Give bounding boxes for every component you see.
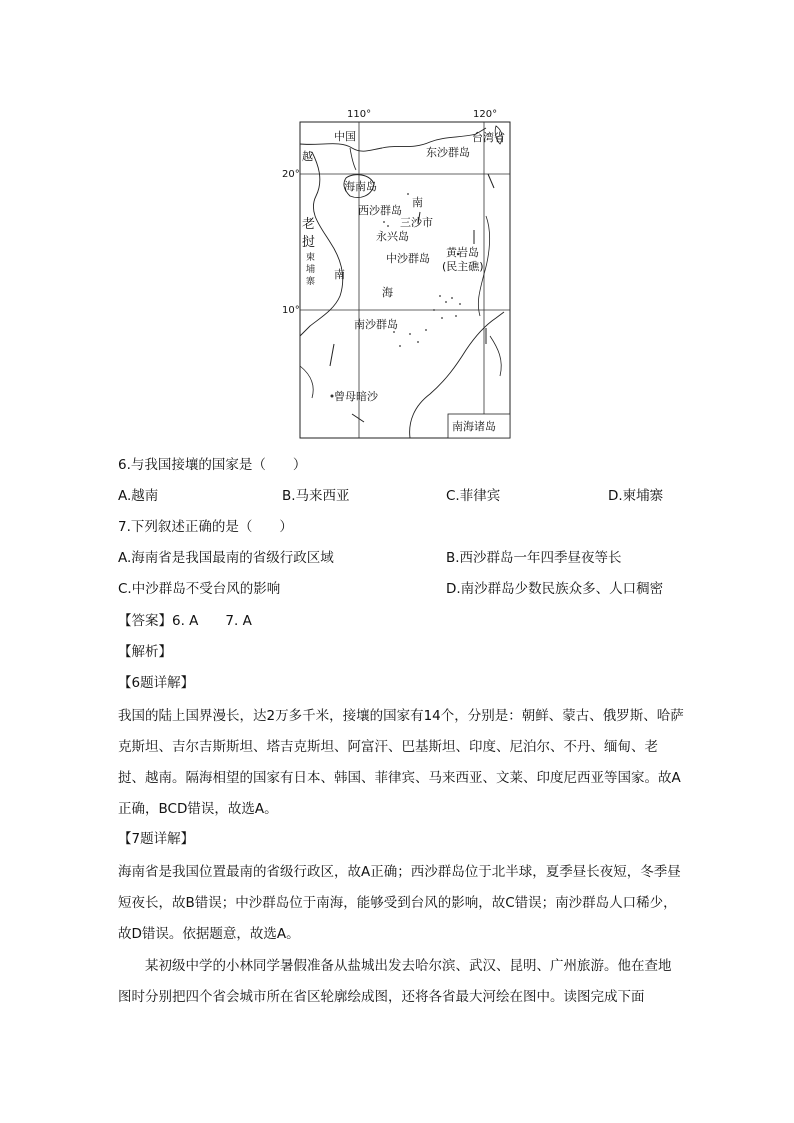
q6-option-d: D.柬埔寨 <box>608 488 664 504</box>
label-laos-2: 挝 <box>302 235 316 250</box>
label-cambodia-1: 柬 <box>306 253 316 263</box>
q7-option-a: A.海南省是我国最南的省级行政区域 <box>118 550 334 566</box>
label-nan: 南 <box>412 196 423 209</box>
map-svg <box>282 104 520 442</box>
detail6-text: 我国的陆上国界漫长，达2万多千米，接壤的国家有14个，分别是：朝鲜、蒙古、俄罗斯、哈萨克斯坦、吉尔吉斯斯坦、塔吉克斯坦、阿富汗、巴基斯坦、印度、尼泊尔、不丹、缅甸、老挝、越南。隔海相望的国家有日本、韩国、菲律宾、马来西亚、文莱、印度尼西亚等国家。故A正确，BCD错误，故选A。 <box>118 708 684 817</box>
label-cambodia-3: 寨 <box>306 277 316 287</box>
q6-option-b: B.马来西亚 <box>282 488 350 504</box>
lat-10-label: 10° <box>282 305 300 316</box>
label-nan2: 南 <box>334 268 345 281</box>
label-hainan: 海南岛 <box>344 180 377 193</box>
intro-text: 某初级中学的小林同学暑假准备从盐城出发去哈尔滨、武汉、昆明、广州旅游。他在查地图时分别把四个省会城市所在省区轮廓绘成图，还将各省最大河绘在图中。读图完成下面 <box>118 958 672 1005</box>
map-frame <box>300 122 510 438</box>
label-minzhu: (民主礁) <box>442 260 484 273</box>
answer-line: 【答案】6. A 7. A <box>118 613 252 629</box>
label-hai: 海 <box>382 286 393 299</box>
q7-stem: 7.下列叙述正确的是（ ） <box>118 519 293 535</box>
south-china-sea-map <box>282 104 520 442</box>
detail7-text: 海南省是我国位置最南的省级行政区，故A正确；西沙群岛位于北半球，夏季昼长夜短，冬季昼短夜长，故B错误；中沙群岛位于南海，能够受到台风的影响，故C错误；南沙群岛人口稀少，故D错误。依据题意，故选A。 <box>118 864 681 942</box>
label-vietnam: 越 <box>302 150 313 163</box>
lon-110-label: 110° <box>347 109 372 120</box>
label-cambodia-2: 埔 <box>306 265 316 275</box>
label-nansha: 南沙群岛 <box>354 318 398 331</box>
label-laos-1: 老 <box>302 217 316 232</box>
analysis-heading: 【解析】 <box>118 644 172 660</box>
label-zengmu: 曾母暗沙 <box>334 390 378 403</box>
q6-option-a: A.越南 <box>118 488 159 504</box>
label-xisha: 西沙群岛 <box>358 204 402 217</box>
label-sansha: 三沙市 <box>400 216 433 229</box>
q7-option-c: C.中沙群岛不受台风的影响 <box>118 581 281 597</box>
lat-20-label: 20° <box>282 169 300 180</box>
label-inset: 南海诸岛 <box>452 420 496 433</box>
label-china: 中国 <box>334 130 356 143</box>
label-taiwan: 台湾省 <box>472 131 505 144</box>
detail7-heading: 【7题详解】 <box>118 831 195 847</box>
q7-option-d: D.南沙群岛少数民族众多、人口稠密 <box>446 581 664 597</box>
label-zhongsha: 中沙群岛 <box>386 252 430 265</box>
label-yongxing: 永兴岛 <box>376 230 409 243</box>
label-huangyan: 黄岩岛 <box>446 246 479 259</box>
q6-option-c: C.菲律宾 <box>446 488 501 504</box>
lon-120-label: 120° <box>473 109 498 120</box>
label-dongsha: 东沙群岛 <box>426 146 470 159</box>
q7-option-b: B.西沙群岛一年四季昼夜等长 <box>446 550 622 566</box>
detail6-heading: 【6题详解】 <box>118 675 195 691</box>
q6-stem: 6.与我国接壤的国家是（ ） <box>118 457 307 473</box>
